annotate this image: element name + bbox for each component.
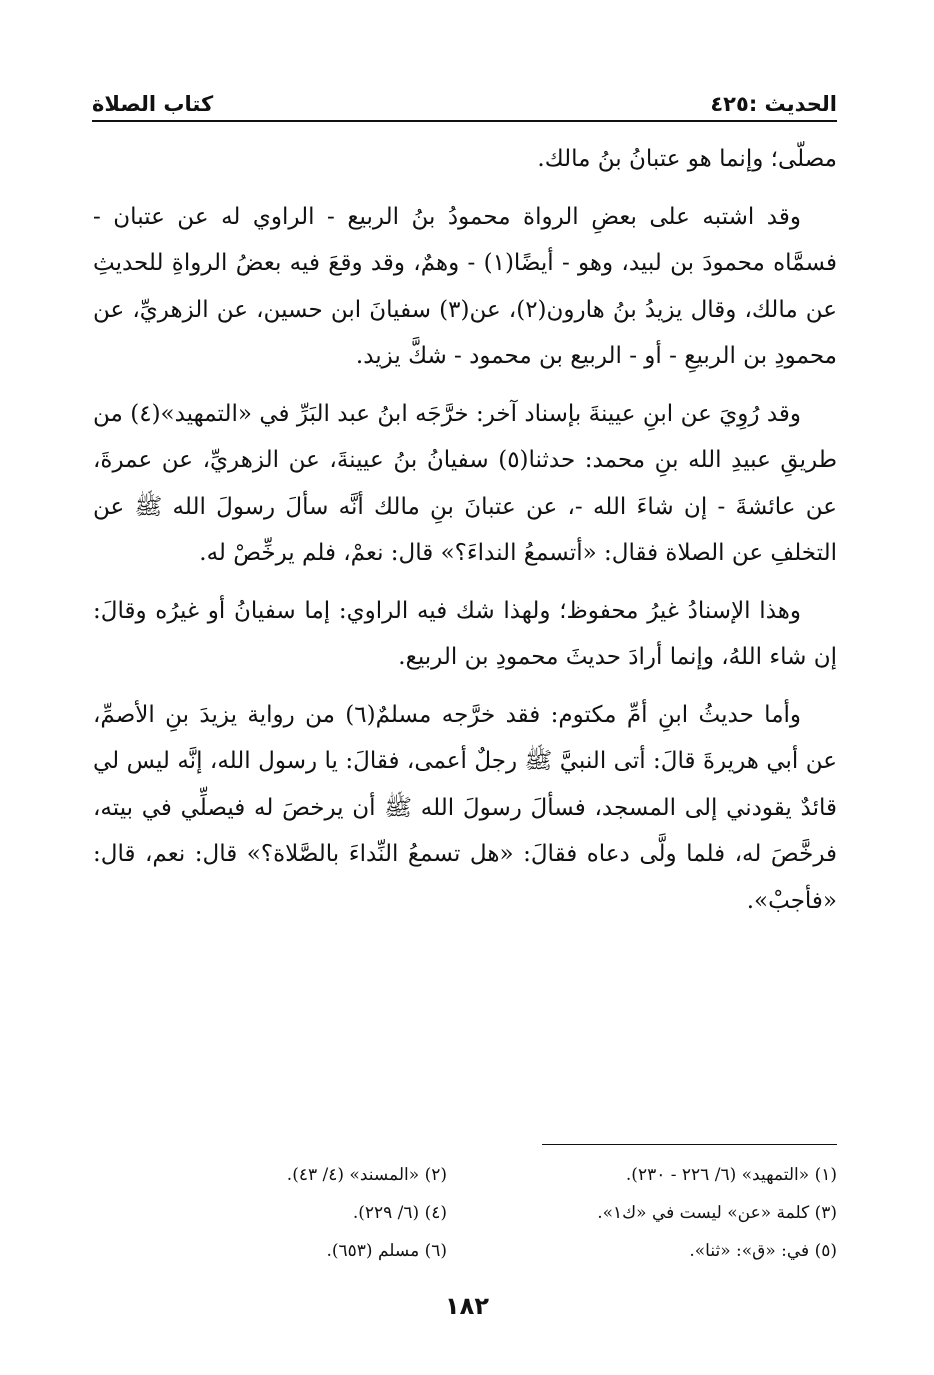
hadith-reference: الحديث :٤٢٥ [710,92,837,116]
paragraph: وقد رُوِيَ عن ابنِ عيينةَ بإسناد آخر: خرَّجَه ابنُ عبد البَرِّ في «التمهيد»(٤) من طريقِ عبيدِ الله بنِ محمد: حدثنا(٥) سفيانُ بنُ عيينةَ، عن الزهريِّ، عن عمرةَ، عن عائشةَ - إن شاءَ الله -، عن عتبانَ بنِ مالك أنَّه سألَ رسولَ الله ﷺ عن التخلفِ عن الصلاة فقال: «أتسمعُ النداءَ؟» قال: نعمْ، فلم يرخِّصْ له. [93,400,838,566]
paragraph: وأما حديثُ ابنِ أمِّ مكتوم: فقد خرَّجه مسلمٌ(٦) من رواية يزيدَ بنِ الأصمِّ، عن أبي هريرةَ قالَ: أتى النبيَّ ﷺ رجلٌ أعمى، فقالَ: يا رسول الله، إنَّه ليس لي قائدٌ يقودني إلى المسجد، فسألَ رسولَ الله ﷺ أن يرخصَ له فيصلِّي في بيته، فرخَّصَ له، فلما ولَّى دعاه فقالَ: «هل تسمعُ النِّداءَ بالصَّلاة؟» قال: نعم، قال: «فأجبْ». [93,701,837,914]
header-divider [92,120,837,122]
book-title: كتاب الصلاة [92,92,214,116]
footnotes [150,1160,837,1266]
footnote-6: (٦) مسلم (٦٥٣). [326,1241,447,1261]
main-text [93,136,837,935]
paragraph: مصلّى؛ وإنما هو عتبانُ بنُ مالك. [537,146,837,172]
footnote-2: (٢) «المسند» (٤/ ٤٣). [286,1165,447,1185]
paragraph: وهذا الإسنادُ غيرُ محفوظ؛ ولهذا شك فيه الراوي: إما سفيانُ أو غيرُه وقالَ: إن شاء اللهُ، وإنما أرادَ حديثَ محمودِ بن الربيع. [93,597,837,670]
footnote-1: (١) «التمهيد» (٦/ ٢٢٦ - ٢٣٠). [625,1165,837,1185]
page-number: ١٨٢ [445,1292,489,1320]
footnote-divider [542,1144,837,1145]
footnote-4: (٤) (٦/ ٢٢٩). [352,1203,447,1223]
footnote-5: (٥) في: «ق»: «ثنا». [689,1241,837,1261]
running-header [92,84,837,116]
footnote-3: (٣) كلمة «عن» ليست في «ك١». [597,1203,837,1223]
paragraph: وقد اشتبه على بعضِ الرواة محمودُ بنُ الربيع - الراوي له عن عتبان - فسمَّاه محمودَ بن لبيد، وهو - أيضًا(١) - وهمٌ، وقد وقعَ فيه بعضُ الرواةِ للحديثِ عن مالك، وقال يزيدُ بنُ هارون(٢)، عن(٣) سفيانَ ابن حسين، عن الزهريِّ، عن محمودِ بن الربيعِ - أو - الربيع بن محمود - شكَّ يزيد. [93,203,837,369]
